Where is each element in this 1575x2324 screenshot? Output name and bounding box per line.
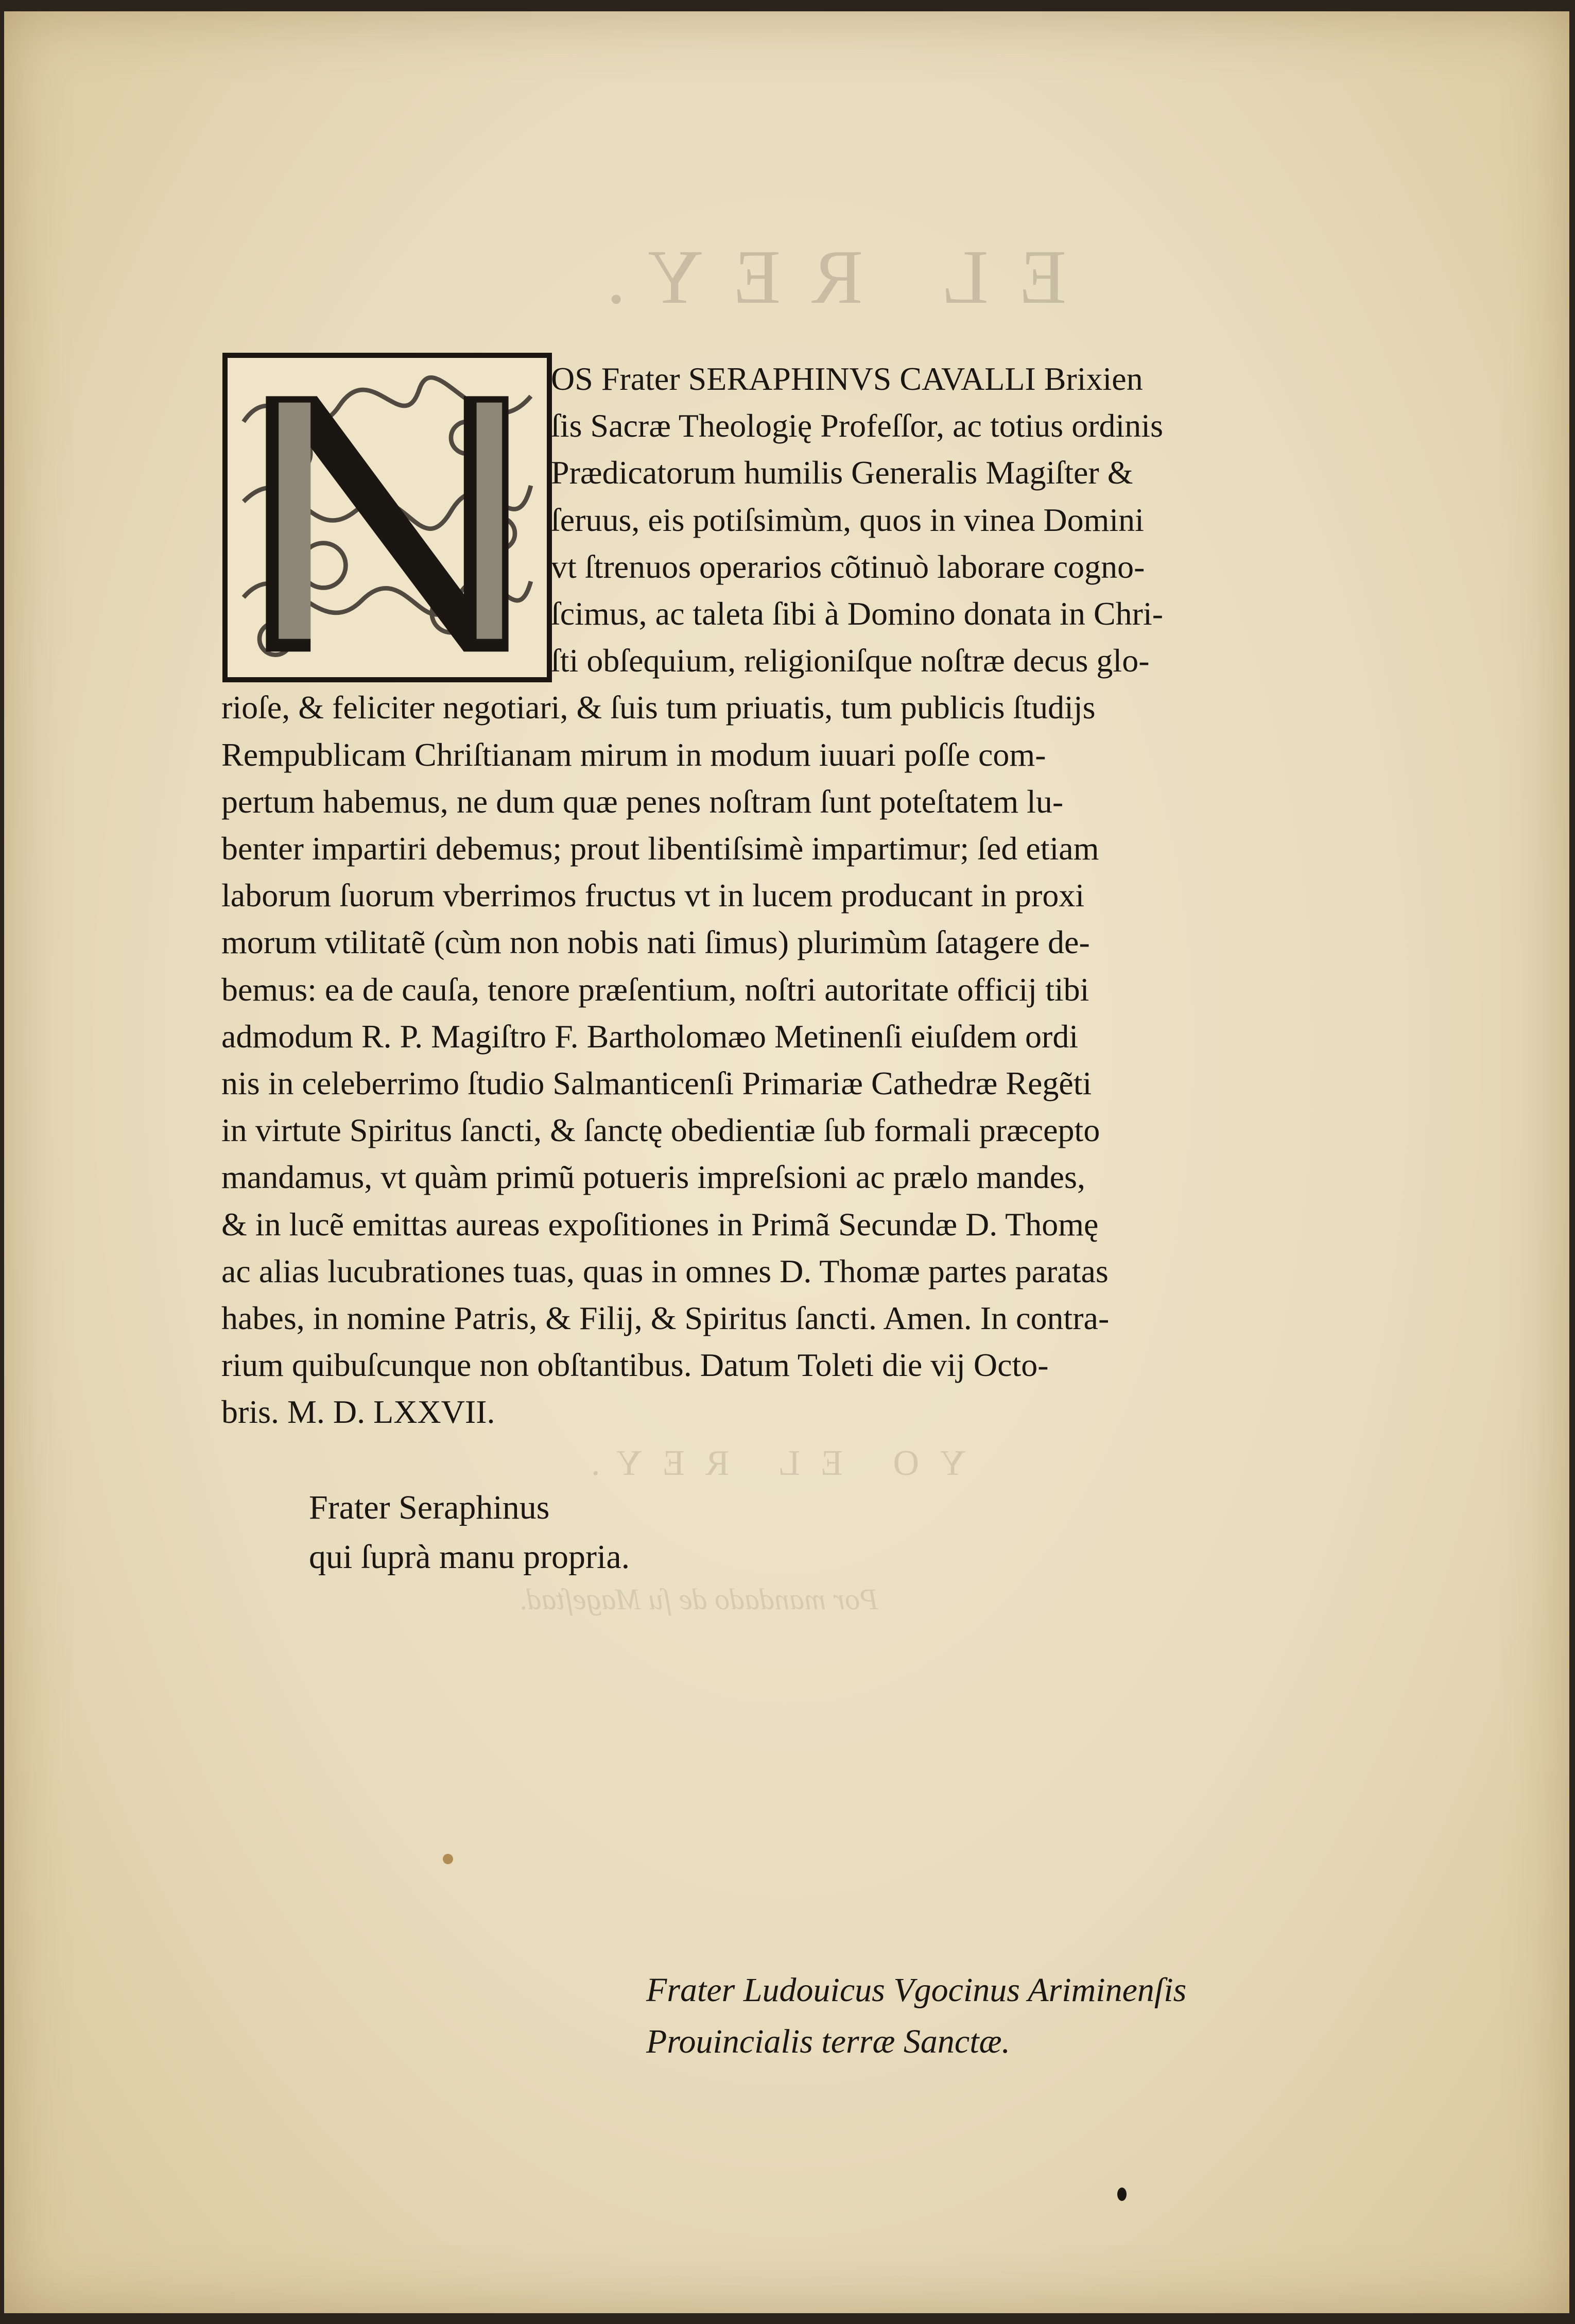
text-line: laborum ſuorum vberrimos fructus vt in lucem producant in proxi	[221, 877, 1085, 914]
ink-spot	[443, 1854, 453, 1864]
text-line: ſti obſequium, religioniſque noſtræ decus glo-	[551, 642, 1150, 679]
decree-text	[221, 355, 1339, 1436]
text-line: rium quibuſcunque non obſtantibus. Datum Toleti die vij Octo-	[221, 1347, 1049, 1384]
text-line: ſis Sacræ Theologię Profeſſor, ac totius ordinis	[551, 407, 1163, 444]
text-line: nis in celeberrimo ſtudio Salmanticenſi Primariæ Cathedræ Regẽti	[221, 1065, 1092, 1102]
text-line: pertum habemus, ne dum quæ penes noſtram ſunt poteſtatem lu-	[221, 783, 1064, 820]
text-line: morum vtilitatẽ (cùm non nobis nati ſimus) plurimùm ſatagere de-	[221, 924, 1090, 961]
footer-signature-block	[646, 1965, 1186, 2068]
footer-signature-line: Frater Ludouicus Vgocinus Ariminenſis	[646, 1971, 1187, 2009]
bleed-through-line: Por mandado de ſu Mageſtad.	[519, 1582, 878, 1616]
text-line: ſeruus, eis potiſsimùm, quos in vinea Domini	[551, 501, 1144, 538]
text-line: OS Frater SERAPHINVS CAVALLI Brixien	[551, 360, 1143, 397]
text-line: habes, in nomine Patris, & Filij, & Spiritus ſancti. Amen. In contra-	[221, 1300, 1110, 1337]
text-line: & in lucẽ emittas aureas expoſitiones in Primã Secundæ D. Thomę	[221, 1206, 1099, 1243]
text-line: Rempublicam Chriſtianam mirum in modum iuuari poſſe com-	[221, 736, 1046, 773]
footer-signature-line: Prouincialis terræ Sanctæ.	[646, 2023, 1011, 2060]
text-line: bemus: ea de cauſa, tenore præſentium, noſtri autoritate officij tibi	[221, 971, 1089, 1008]
ink-spot	[1117, 2188, 1127, 2201]
text-line: ſcimus, ac taleta ſibi à Domino donata in Chri-	[551, 595, 1164, 632]
text-line: admodum R. P. Magiſtro F. Bartholomæo Metinenſi eiuſdem ordi	[221, 1018, 1079, 1055]
text-line: mandamus, vt quàm primũ potueris impreſsioni ac prælo mandes,	[221, 1159, 1085, 1196]
text-line: in virtute Spiritus ſancti, & ſanctę obedientiæ ſub formali præcepto	[221, 1112, 1100, 1149]
text-line: ac alias lucubrationes tuas, quas in omnes D. Thomæ partes paratas	[221, 1252, 1109, 1289]
bleed-through-line: YO EL REY.	[570, 1443, 966, 1483]
text-line: bris. M. D. LXXVII.	[221, 1393, 495, 1431]
signature-block	[309, 1483, 630, 1582]
signature-line: Frater Seraphinus	[309, 1489, 550, 1526]
signature-line: qui ſuprà manu propria.	[309, 1538, 630, 1576]
text-line: benter impartiri debemus; prout libentiſsimè impartimur; ſed etiam	[221, 830, 1099, 867]
text-line: rioſe, & feliciter negotiari, & ſuis tum priuatis, tum publicis ſtudijs	[221, 689, 1096, 726]
text-line: vt ſtrenuos operarios cõtinuò laborare cogno-	[551, 548, 1145, 585]
bleed-through-heading: EL REY.	[576, 234, 1067, 320]
text-line: Prædicatorum humilis Generalis Magiſter &	[551, 454, 1133, 491]
